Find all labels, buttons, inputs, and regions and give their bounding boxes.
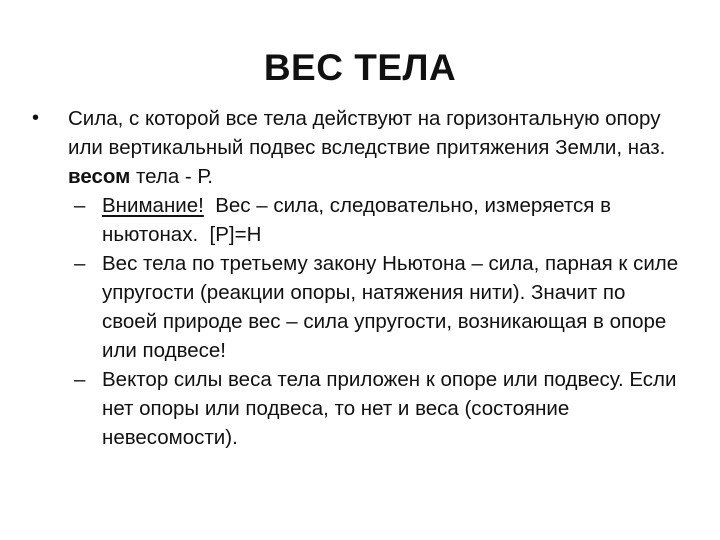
sub-bullet-text: Вес – сила, следовательно, измеряется в ньютонах. [P]=Н [102,194,617,246]
bullet-text-end: тела - Р. [130,165,213,188]
sub-bullet-newton-law [30,249,680,365]
dash-marker: – [74,194,86,217]
slide-title: ВЕС ТЕЛА [263,47,457,88]
attention-label: Внимание! [102,194,204,217]
bullet-main [30,104,680,191]
sub-bullet-text: Вектор силы веса тела приложен к опоре или подвесу. Если нет опоры или подвеса, то нет и веса (состояние невесомости). [102,368,677,449]
slide-content [30,104,680,452]
sub-bullet-vector [30,365,680,452]
dash-marker: – [74,368,86,391]
sub-bullet-text: Вес тела по третьему закону Ньютона – сила, парная к силе упругости (реакции опоры, натяжения нити). Значит по своей природе вес – сила упругости, возникающая в опоре или подвесе! [102,252,679,362]
dash-marker: – [74,252,86,275]
bold-term: весом [68,165,131,188]
bullet-marker: • [32,107,40,129]
bullet-text-start: Сила, с которой все тела действуют на горизонтальную опору или вертикальный подвес вследствие притяжения Земли, наз. [68,107,666,159]
sub-bullet-attention [30,191,680,249]
